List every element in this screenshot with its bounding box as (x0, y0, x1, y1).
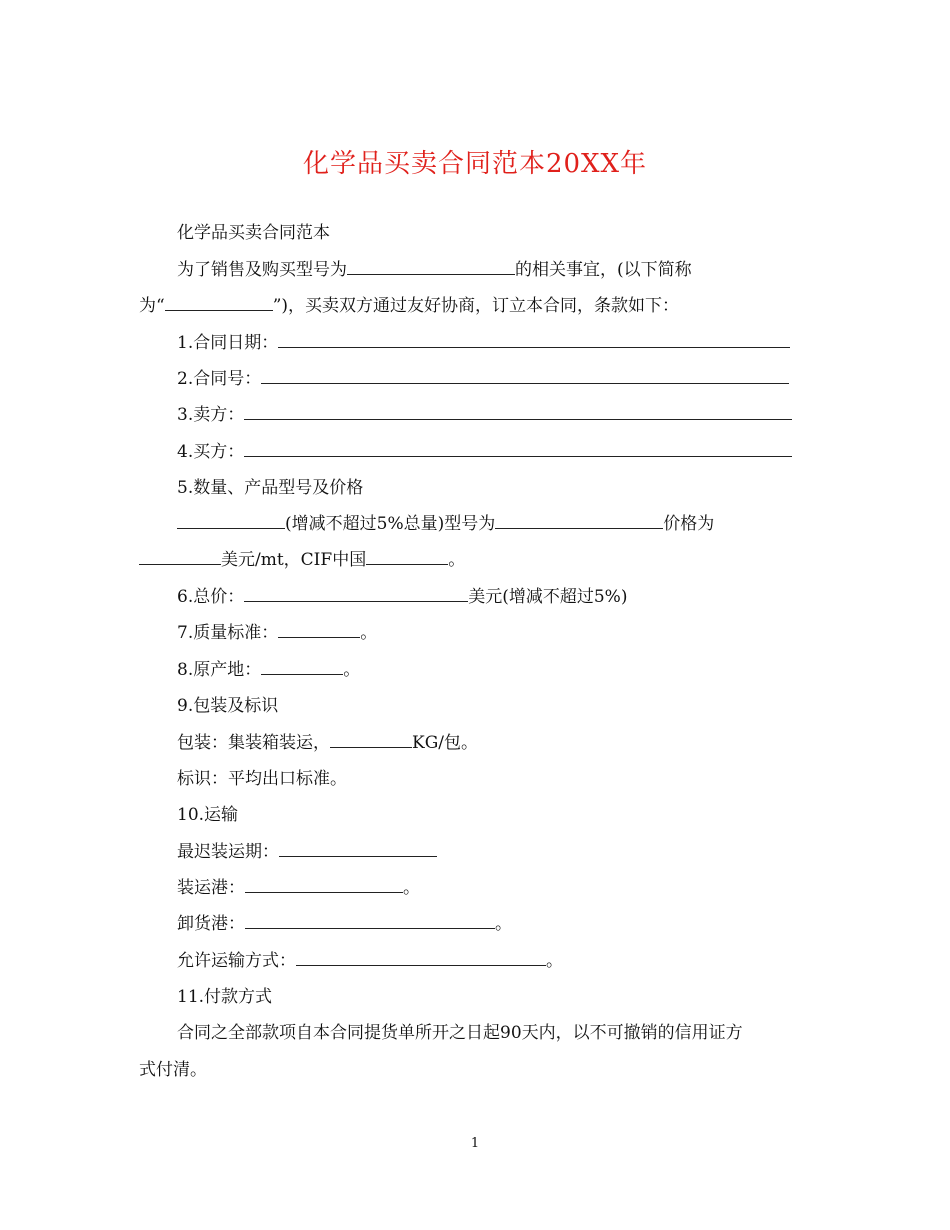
item-seller (177, 403, 792, 427)
quantity-text-a: (增减不超过5%总量)型号为 (285, 514, 496, 534)
item-transport-heading: 10.运输 (177, 805, 239, 825)
price-end: 。 (448, 550, 466, 570)
buyer-blank (244, 440, 792, 457)
item-label: 允许运输方式： (177, 951, 296, 971)
page-number: 1 (470, 1136, 480, 1151)
item-label: 6.总价： (177, 587, 245, 607)
intro-line-2 (139, 294, 679, 318)
payment-paragraph-line-2: 式付清。 (139, 1060, 207, 1080)
intro-text-b: 的相关事宜，(以下简称 (515, 260, 692, 280)
quantity-line (177, 512, 714, 536)
item-label: 8.原产地： (177, 660, 262, 680)
item-quality-standard (177, 621, 377, 645)
contract-number-blank (261, 367, 789, 384)
item-label: 4.买方： (177, 442, 245, 462)
quantity-blank (177, 512, 285, 529)
item-payment-heading: 11.付款方式 (177, 987, 273, 1007)
intro-text-c: 为“ (139, 296, 165, 316)
item-buyer (177, 440, 792, 464)
item-label: 1.合同日期： (177, 333, 279, 353)
document-title: 化学品买卖合同范本20XX年 (302, 149, 648, 179)
item-label: 3.卖方： (177, 405, 245, 425)
abbreviation-blank (165, 294, 273, 311)
packing-line (177, 731, 478, 755)
item-end: 。 (343, 660, 361, 680)
intro-text-a: 为了销售及购买型号为 (177, 260, 347, 280)
seller-blank (244, 403, 792, 420)
total-price-blank (244, 585, 468, 602)
transport-mode-blank (296, 949, 546, 966)
intro-text-d: ”)，买卖双方通过友好协商，订立本合同，条款如下： (272, 296, 680, 316)
item-quantity-heading: 5.数量、产品型号及价格 (177, 478, 364, 498)
latest-shipment-blank (279, 840, 437, 857)
item-label: 最迟装运期： (177, 842, 279, 862)
price-line (139, 548, 465, 572)
marking-line: 标识：平均出口标准。 (177, 769, 347, 789)
item-total-price (177, 585, 627, 609)
item-label: 7.质量标准： (177, 623, 279, 643)
item-end: 。 (403, 878, 420, 898)
item-packing-heading: 9.包装及标识 (177, 696, 279, 716)
product-model-blank (495, 512, 663, 529)
packing-weight-blank (330, 731, 412, 748)
item-end: 。 (546, 951, 563, 971)
port-of-discharge-blank (245, 912, 495, 929)
item-label: 装运港： (177, 878, 245, 898)
item-label: 卸货港： (177, 914, 245, 934)
total-price-note: 美元(增减不超过5%) (468, 587, 628, 607)
port-of-loading-line (177, 876, 420, 900)
intro-line-1 (177, 258, 692, 282)
unit-price-blank (139, 548, 221, 565)
item-end: 。 (360, 623, 378, 643)
contract-date-blank (278, 331, 790, 348)
item-contract-number (177, 367, 789, 391)
packing-unit: KG/包。 (412, 733, 479, 753)
quantity-text-b: 价格为 (663, 514, 715, 534)
port-of-loading-blank (245, 876, 403, 893)
subtitle: 化学品买卖合同范本 (177, 223, 330, 243)
item-origin (177, 658, 360, 682)
transport-mode-line (177, 949, 563, 973)
item-contract-date (177, 331, 790, 355)
quality-blank (278, 621, 360, 638)
packing-text: 包装：集装箱装运， (177, 733, 330, 753)
item-label: 2.合同号： (177, 369, 262, 389)
origin-blank (261, 658, 343, 675)
latest-shipment-line (177, 840, 437, 864)
destination-blank (366, 548, 448, 565)
port-of-discharge-line (177, 912, 512, 936)
payment-paragraph-line-1: 合同之全部款项自本合同提货单所开之日起90天内，以不可撤销的信用证方 (177, 1023, 743, 1043)
item-end: 。 (495, 914, 512, 934)
model-blank (347, 258, 515, 275)
price-text: 美元/mt，CIF中国 (221, 550, 367, 570)
